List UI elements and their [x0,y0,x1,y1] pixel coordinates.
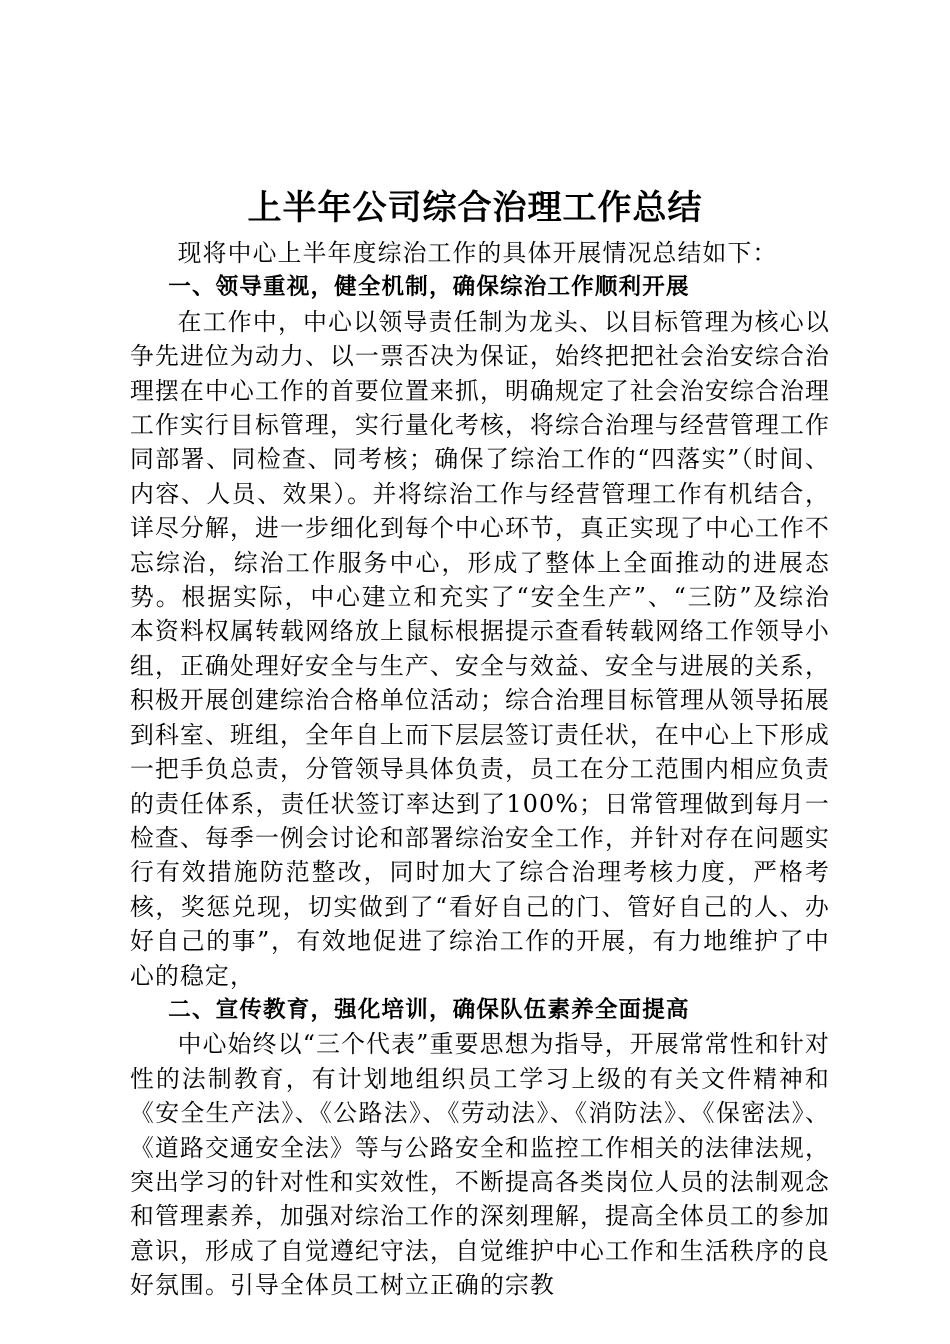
section-1-paragraph: 在工作中，中心以领导责任制为龙头、以目标管理为核心以争先进位为动力、以一票否决为保证，始终把把社会治安综合治理摆在中心工作的首要位置来抓，明确规定了社会治安综合治理工作实行目标管理，实行量化考核，将综合治理与经营管理工作同部署、同检查、同考核；确保了综治工作的“四落实”（时间、内容、人员、效果）。并将综治工作与经营管理工作有机结合，详尽分解，进一步细化到每个中心环节，真正实现了中心工作不忘综治，综治工作服务中心，形成了整体上全面推动的进展态势。根据实际，中心建立和充实了“安全生产”、“三防”及综治本资料权属转载网络放上鼠标根据提示查看转载网络工作领导小组，正确处理好安全与生产、安全与效益、安全与进展的关系，积极开展创建综治合格单位活动；综合治理目标管理从领导拓展到科室、班组，全年自上而下层层签订责任状，在中心上下形成一把手负总责，分管领导具体负责，员工在分工范围内相应负责的责任体系，责任状签订率达到了100%；日常管理做到每月一检查、每季一例会讨论和部署综治安全工作，并针对存在问题实行有效措施防范整改，同时加大了综合治理考核力度，严格考核，奖惩兑现，切实做到了“看好自己的门、管好自己的人、办好自己的事”，有效地促进了综治工作的开展，有力地维护了中心的稳定， [130,307,830,990]
document-body [130,236,830,1303]
intro-paragraph: 现将中心上半年度综治工作的具体开展情况总结如下： [177,239,778,267]
section-2-paragraph: 中心始终以“三个代表”重要思想为指导，开展常常性和针对性的法制教育，有计划地组织员工学习上级的有关文件精神和《安全生产法》、《公路法》、《劳动法》、《消防法》、《保密法》、《道路交通安全法》等与公路安全和监控工作相关的法律法规，突出学习的针对性和实效性，不断提高各类岗位人员的法制观念和管理素养，加强对综治工作的深刻理解，提高全体员工的参加意识，形成了自觉遵纪守法，自觉维护中心工作和生活秩序的良好氛围。引导全体员工树立正确的宗教 [130,1030,830,1300]
section-2-heading: 二、宣传教育，强化培训，确保队伍素养全面提高 [168,996,690,1023]
document-title: 上半年公司综合治理工作总结 [247,188,703,228]
section-1-heading: 一、领导重视，健全机制，确保综治工作顺利开展 [168,274,690,301]
